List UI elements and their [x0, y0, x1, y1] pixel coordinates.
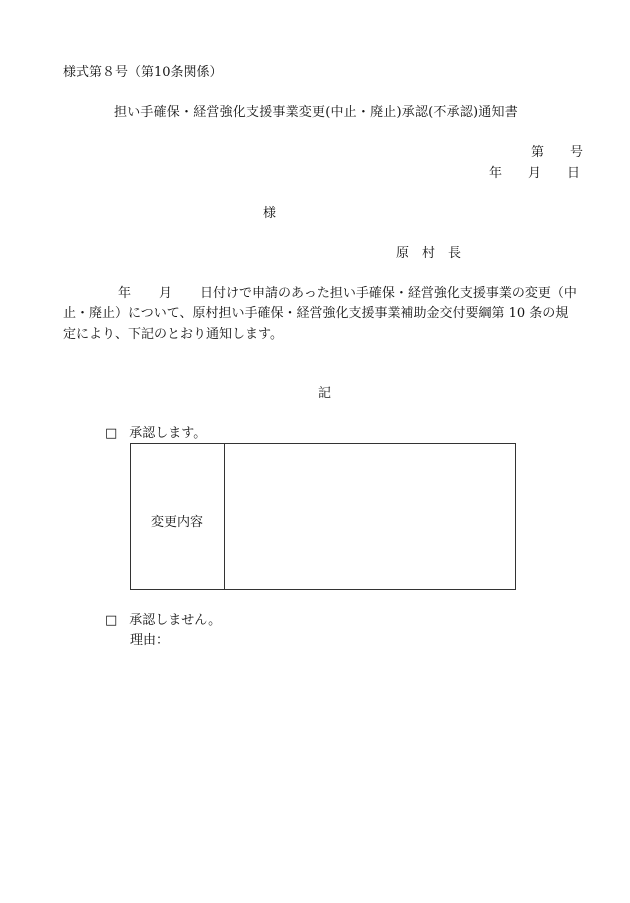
document-title: 担い手確保・経営強化支援事業変更(中止・廃止)承認(不承認)通知書	[114, 105, 518, 120]
approve-label: 承認します。	[129, 426, 207, 441]
form-label: 様式第８号（第10条関係）	[63, 65, 223, 80]
approve-checkbox[interactable]: □	[105, 426, 118, 441]
reject-reason-label: 理由：	[130, 633, 170, 648]
date-day: 日	[567, 166, 581, 181]
reject-option	[105, 613, 221, 629]
change-content-table	[130, 443, 516, 590]
body-line-3: 定により、下記のとおり通知します。	[63, 327, 283, 342]
body-month: 月	[159, 286, 173, 301]
number-go: 号	[570, 145, 584, 160]
body-line-1	[118, 286, 577, 302]
body-line-1-rest: 日付けで申請のあった担い手確保・経営強化支援事業の変更（中	[200, 286, 577, 301]
change-content-label-cell	[131, 444, 225, 589]
document-number	[531, 145, 583, 161]
sender-name: 原 村 長	[396, 246, 462, 261]
body-line-2: 止・廃止）について、原村担い手確保・経営強化支援事業補助金交付要綱第 10 条の規	[63, 306, 569, 321]
change-content-label: 変更内容	[151, 515, 204, 530]
document-date	[489, 166, 580, 182]
date-month: 月	[528, 166, 542, 181]
ki-heading: 記	[318, 386, 332, 401]
number-dai: 第	[531, 145, 545, 160]
date-year: 年	[489, 166, 503, 181]
reject-label: 承認しません。	[129, 613, 222, 628]
addressee-suffix: 様	[263, 206, 277, 221]
approve-option	[105, 426, 206, 442]
body-year: 年	[118, 286, 132, 301]
reject-checkbox[interactable]: □	[105, 613, 118, 628]
